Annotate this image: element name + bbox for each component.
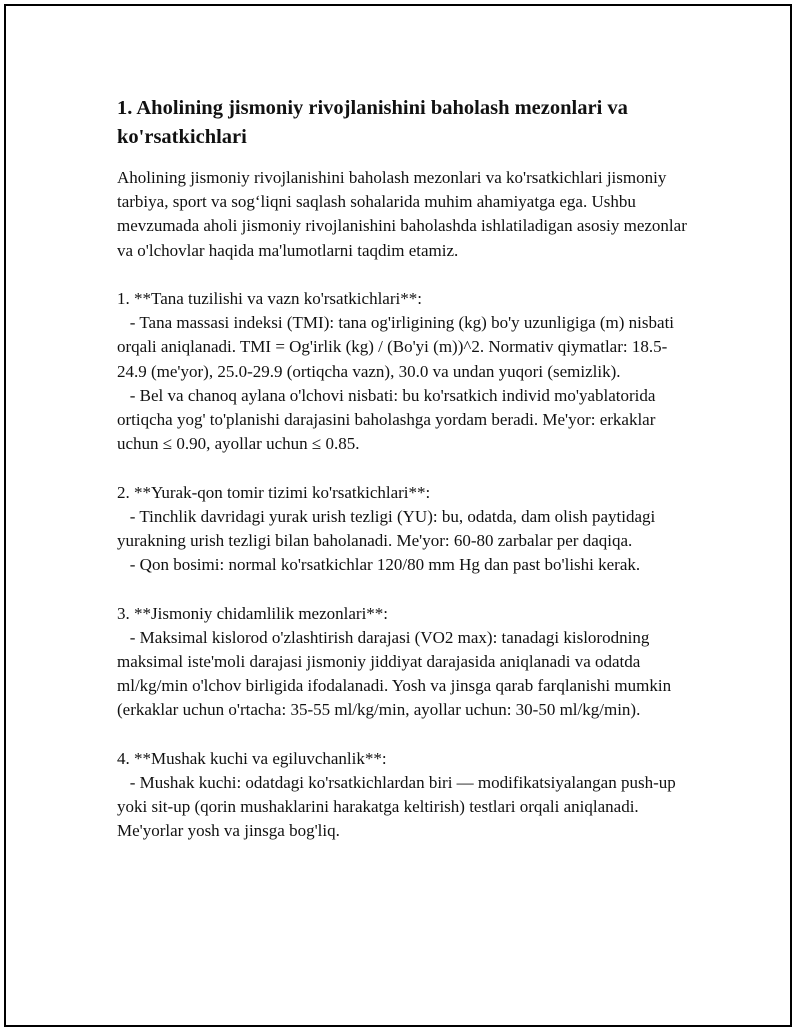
section-4-item-1: - Mushak kuchi: odatdagi ko'rsatkichlardan biri — modifikatsiyalangan push-up yoki sit-up (qorin mushaklarini harakatga keltirish) testlari orqali aniqlanadi. Me'yorlar yosh va jinsga bog'liq.	[117, 773, 681, 841]
section-2-item-1: - Tinchlik davridagi yurak urish tezligi (YU): bu, odatda, dam olish paytidagi yurakning urish tezligi bilan baholanadi. Me'yor: 60-80 zarbalar per daqiqa.	[117, 506, 660, 551]
section-2-heading: 2. **Yurak-qon tomir tizimi ko'rsatkichlari**:	[117, 482, 431, 502]
section-3-heading: 3. **Jismoniy chidamlilik mezonlari**:	[117, 603, 389, 623]
section-3-item-1: - Maksimal kislorod o'zlashtirish darajasi (VO2 max): tanadagi kislorodning maksimal iste'moli darajasi jismoniy jiddiyat darajasida aniqlanadi va odatda ml/kg/min o'lchov birligida ifodalanadi. Yosh va jinsga qarab farqlanishi mumkin (erkaklar uchun o'rtacha: 35-55 ml/kg/min, ayollar uchun: 30-50 ml/kg/min).	[117, 627, 676, 720]
paragraph-gap	[117, 577, 697, 601]
paragraph-gap	[117, 723, 697, 747]
paragraph-gap	[117, 263, 697, 287]
document-body	[117, 94, 697, 844]
paragraph-gap	[117, 456, 697, 480]
section-2-item-2: - Qon bosimi: normal ko'rsatkichlar 120/80 mm Hg dan past bo'lishi kerak.	[117, 555, 641, 575]
section-4-heading: 4. **Mushak kuchi va egiluvchanlik**:	[117, 748, 387, 768]
section-1-item-2: - Bel va chanoq aylana o'lchovi nisbati: bu ko'rsatkich individ mo'yablatorida ortiqcha yog' to'planishi darajasini baholashga yordam beradi. Me'yor: erkaklar uchun ≤ 0.90, ayollar uchun ≤ 0.85.	[117, 385, 660, 454]
section-1-heading: 1. **Tana tuzilishi va vazn ko'rsatkichlari**:	[117, 289, 422, 308]
section-1-item-1: - Tana massasi indeksi (TMI): tana og'irligining (kg) bo'y uzunligiga (m) nisbati orqali aniqlanadi. TMI = Og'irlik (kg) / (Bo'yi (m))^2. Normativ qiymatlar: 18.5-24.9 (me'yor), 25.0-29.9 (ortiqcha vazn), 30.0 va undan yuqori (semizlik).	[117, 313, 679, 381]
document-title: 1. Aholining jismoniy rivojlanishini baholash mezonlari va ko'rsatkichlari	[117, 97, 628, 148]
intro-paragraph: Aholining jismoniy rivojlanishini baholash mezonlari va ko'rsatkichlari jismoniy tarbiya, sport va sog‘liqni saqlash sohalarida muhim ahamiyatga ega. Ushbu mevzumada aholi jismoniy rivojlanishini baholashda ishlatiladigan asosiy mezonlar va o'lchovlar haqida ma'lumotlarni taqdim etamiz.	[117, 168, 692, 260]
